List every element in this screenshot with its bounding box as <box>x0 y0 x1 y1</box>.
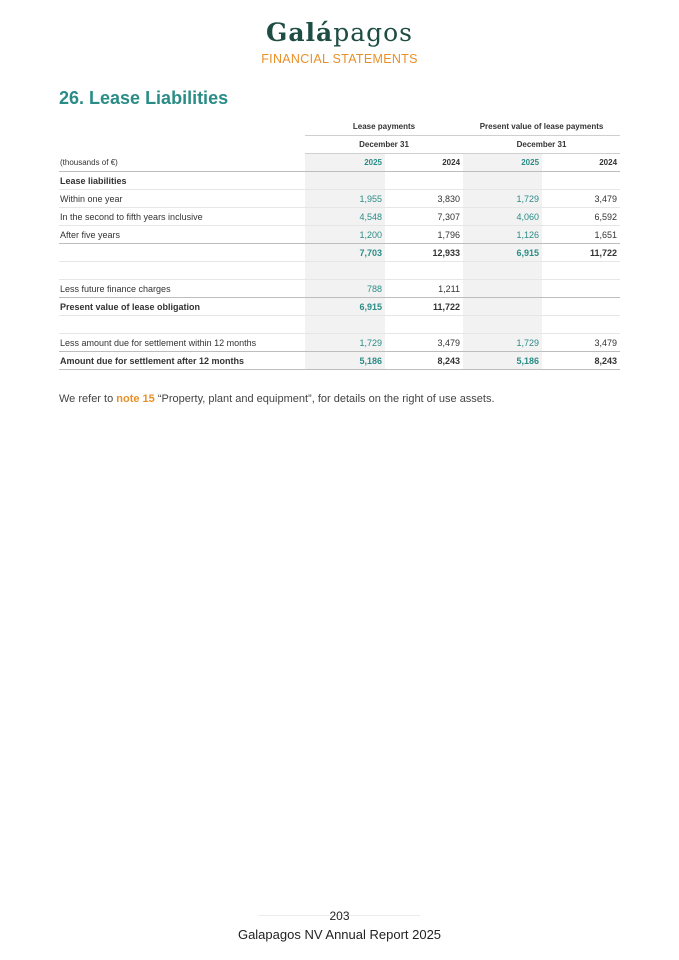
note-suffix: “Property, plant and equipment”, for details on the right of use assets. <box>154 393 495 405</box>
value-cell: 5,186 <box>463 352 542 370</box>
value-cell: 1,729 <box>305 334 385 352</box>
value-cell: 8,243 <box>385 352 463 370</box>
table-row <box>59 226 620 244</box>
section-label: FINANCIAL STATEMENTS <box>261 52 418 66</box>
logo-light-part: pagos <box>333 18 414 47</box>
value-cell: 6,592 <box>542 208 620 226</box>
due-after-row <box>59 352 620 370</box>
table-row <box>59 208 620 226</box>
unit-label: (thousands of €) <box>59 154 305 172</box>
finance-charges-row <box>59 280 620 298</box>
value-cell: 1,126 <box>463 226 542 244</box>
total-cell: 12,933 <box>385 244 463 262</box>
total-cell: 11,722 <box>542 244 620 262</box>
row-label: After five years <box>59 226 305 244</box>
row-label: Less future finance charges <box>59 280 305 298</box>
total-row <box>59 244 620 262</box>
company-logo <box>0 18 679 47</box>
value-cell: 1,729 <box>463 190 542 208</box>
row-label: In the second to fifth years inclusive <box>59 208 305 226</box>
spacer-row <box>59 262 620 280</box>
value-cell: 3,479 <box>542 190 620 208</box>
value-cell: 3,830 <box>385 190 463 208</box>
value-cell: 1,729 <box>463 334 542 352</box>
value-cell: 7,307 <box>385 208 463 226</box>
report-title: Galapagos NV Annual Report 2025 <box>237 927 442 942</box>
note-15-link[interactable]: note 15 <box>116 393 155 405</box>
row-label: Present value of lease obligation <box>59 298 305 316</box>
total-cell: 6,915 <box>463 244 542 262</box>
section-title-row <box>59 172 620 190</box>
lease-liabilities-table <box>59 117 620 370</box>
page-number: 203 <box>329 909 350 923</box>
logo-bold-part: Galá <box>265 18 334 47</box>
page-title: 26. Lease Liabilities <box>59 88 229 108</box>
value-cell: 3,479 <box>385 334 463 352</box>
value-cell: 1,796 <box>385 226 463 244</box>
note-prefix: We refer to <box>59 393 117 405</box>
value-cell: 1,200 <box>305 226 385 244</box>
section-title: Lease liabilities <box>59 172 305 190</box>
value-cell: 11,722 <box>385 298 463 316</box>
note-paragraph <box>59 393 495 405</box>
row-label: Less amount due for settlement within 12 months <box>59 334 305 352</box>
value-cell: 5,186 <box>305 352 385 370</box>
spacer-row <box>59 316 620 334</box>
row-label: Within one year <box>59 190 305 208</box>
date-header-lease-payments: December 31 <box>305 136 463 154</box>
year-header-cell: 2024 <box>385 154 463 172</box>
table-row <box>59 190 620 208</box>
group-header-row <box>59 117 620 136</box>
value-cell: 4,060 <box>463 208 542 226</box>
date-header-present-value: December 31 <box>463 136 620 154</box>
value-cell: 1,955 <box>305 190 385 208</box>
value-cell: 6,915 <box>305 298 385 316</box>
date-header-row <box>59 136 620 154</box>
value-cell: 788 <box>305 280 385 298</box>
value-cell: 3,479 <box>542 334 620 352</box>
total-cell: 7,703 <box>305 244 385 262</box>
value-cell: 1,211 <box>385 280 463 298</box>
group-header-present-value: Present value of lease payments <box>463 117 620 136</box>
year-header-cell: 2025 <box>305 154 385 172</box>
row-label: Amount due for settlement after 12 months <box>59 352 305 370</box>
value-cell: 1,651 <box>542 226 620 244</box>
due-within-row <box>59 334 620 352</box>
year-header-cell: 2024 <box>542 154 620 172</box>
value-cell: 4,548 <box>305 208 385 226</box>
year-header-row <box>59 154 620 172</box>
year-header-cell: 2025 <box>463 154 542 172</box>
group-header-lease-payments: Lease payments <box>305 117 463 136</box>
value-cell: 8,243 <box>542 352 620 370</box>
present-value-row <box>59 298 620 316</box>
